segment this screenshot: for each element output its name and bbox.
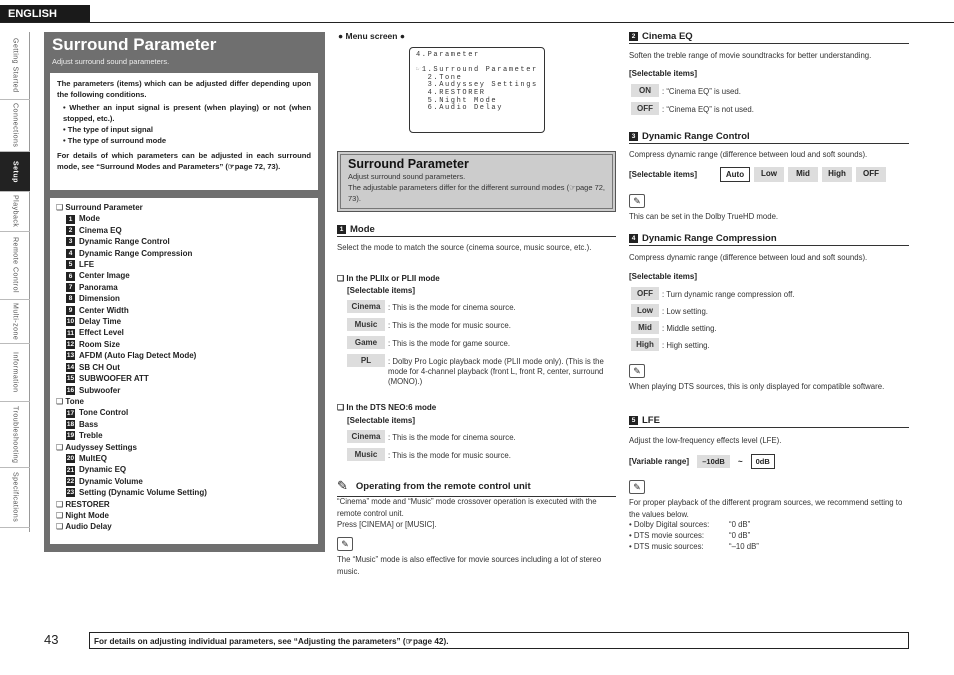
conditions-box — [50, 73, 318, 190]
tree-item-label: Bass — [79, 419, 99, 429]
lfe-range-label: [Variable range] — [629, 457, 690, 466]
remote-heading — [337, 478, 616, 497]
drc-number: 3 — [629, 132, 638, 141]
lfe-list-value: “0 dB” — [729, 531, 751, 540]
sidenav-label: Getting Started — [11, 38, 19, 93]
sidenav-label: Playback — [11, 195, 19, 228]
tree-item — [56, 293, 312, 304]
item-text: : This is the mode for cinema source. — [388, 303, 516, 312]
tree-item-number: 3 — [66, 237, 75, 246]
tree-item-label: Center Image — [79, 271, 130, 281]
item-text: : High setting. — [662, 341, 710, 350]
tree-category: ❑ Tone — [56, 396, 312, 407]
tree-item-label: Subwoofer — [79, 385, 121, 395]
lfe-list-key: • Dolby Digital sources: — [629, 520, 710, 529]
sidenav-label: Information — [11, 352, 19, 393]
drc-chip: Auto — [720, 167, 750, 182]
tree-item — [56, 430, 312, 441]
drc-heading — [629, 131, 909, 144]
item-row — [631, 338, 902, 351]
condition-item: • The type of input signal — [63, 124, 311, 135]
tree-item-number: 10 — [66, 318, 75, 326]
item-text: : Turn dynamic range compression off. — [662, 290, 795, 299]
tree-item-number: 15 — [66, 375, 75, 383]
tree-item-number: 16 — [66, 386, 75, 394]
item-text: : This is the mode for cinema source. — [388, 433, 516, 442]
tree-item-number: 14 — [66, 363, 75, 371]
remote-title: Operating from the remote control unit — [355, 480, 531, 492]
tree-item-number: 7 — [66, 283, 75, 292]
tree-item — [56, 339, 312, 350]
tree-item-label: Room Size — [79, 339, 120, 349]
tree-item — [56, 316, 312, 327]
menu-screen: 4.Parameter ☞1.Surround Parameter 2.Tone 3.Audyssey Settings 4.RESTORER 5.Night Mode 6.Audio Delay — [409, 47, 545, 133]
conditions-list — [63, 102, 311, 146]
drcomp-note: When playing DTS sources, this is only displayed for compatible software. — [629, 382, 885, 391]
language-tab: ENGLISH — [0, 5, 90, 22]
tree-category: ❑ Audio Delay — [56, 521, 312, 532]
drc-selectable-label: [Selectable items] — [629, 170, 698, 179]
tree-item — [56, 362, 312, 373]
item-text: : Low setting. — [662, 307, 708, 316]
tree-item-label: SB CH Out — [79, 362, 120, 372]
item-chip: OFF — [631, 102, 659, 115]
tree-item-label: Treble — [79, 431, 103, 441]
item-text: : This is the mode for game source. — [388, 339, 511, 348]
tree-item-label: Dynamic Range Control — [79, 237, 170, 247]
tree-category: ❑ Night Mode — [56, 510, 312, 521]
mode-number: 1 — [337, 225, 346, 234]
tree-item-label: Panorama — [79, 282, 118, 292]
item-chip: High — [631, 338, 659, 351]
tree-item-number: 6 — [66, 272, 75, 281]
drcomp-desc: Compress dynamic range (difference between loud and soft sounds). — [629, 253, 868, 262]
plii-heading: ❑ In the PLIIx or PLII mode — [337, 274, 440, 283]
tree-item — [56, 225, 312, 236]
tree-item-number: 8 — [66, 294, 75, 303]
sidenav-label: Multi-zone — [11, 302, 19, 341]
lfe-title: LFE — [642, 415, 660, 426]
sp-box-line2: The adjustable parameters differ for the different surround modes (☞page 72, 73). — [348, 183, 606, 203]
condition-item: • The type of surround mode — [63, 135, 311, 146]
drcomp-title: Dynamic Range Compression — [642, 233, 777, 244]
lfe-number: 5 — [629, 416, 638, 425]
tree-item-number: 2 — [66, 226, 75, 235]
item-chip: ON — [631, 84, 659, 97]
note-icon: ✎ — [629, 364, 645, 378]
mode-heading — [337, 224, 616, 237]
surround-parameter-box — [337, 151, 616, 212]
tree-item-label: Setting (Dynamic Volume Setting) — [79, 488, 207, 498]
sp-box-title: Surround Parameter — [348, 157, 469, 171]
item-row — [347, 336, 614, 349]
item-chip: Game — [347, 336, 385, 349]
tree-item — [56, 236, 312, 247]
item-row — [347, 354, 614, 387]
lfe-list-row — [629, 531, 750, 540]
tree-item-label: MultEQ — [79, 453, 107, 463]
item-text: : “Cinema EQ” is not used. — [662, 105, 754, 114]
lfe-min-chip: –10dB — [697, 455, 730, 468]
tree-item-label: Dimension — [79, 294, 120, 304]
sidenav-item — [0, 192, 30, 232]
note-icon: ✎ — [629, 480, 645, 494]
tree-category: ❑ Audyssey Settings — [56, 442, 312, 453]
tree-item-label: Dynamic EQ — [79, 465, 127, 475]
tree-item-number: 23 — [66, 489, 75, 497]
sidenav-item — [0, 232, 30, 300]
cinema-eq-desc: Soften the treble range of movie soundtracks for better understanding. — [629, 51, 872, 60]
tree-item — [56, 487, 312, 498]
item-chip: Cinema — [347, 300, 385, 313]
tree-item — [56, 213, 312, 224]
remote-control-icon: ✎ — [337, 478, 348, 493]
tree-item-label: Delay Time — [79, 317, 122, 327]
sidenav-label: Troubleshooting — [11, 405, 19, 464]
item-chip: Music — [347, 318, 385, 331]
condition-item: • Whether an input signal is present (when playing) or not (when stopped, etc.). — [63, 102, 311, 124]
tree-item-label: Tone Control — [79, 408, 129, 418]
tree-item-number: 12 — [66, 341, 75, 349]
tree-category: ❑ RESTORER — [56, 499, 312, 510]
footer-note: For details on adjusting individual parameters, see “Adjusting the parameters” (☞page 42). — [89, 632, 909, 649]
tree-item-number: 19 — [66, 432, 75, 440]
tree-item — [56, 282, 312, 293]
tree-item-number: 11 — [67, 329, 74, 337]
lfe-note: For proper playback of the different program sources, we recommend setting to the values below. — [629, 498, 903, 519]
lfe-range-sep: ~ — [738, 457, 743, 466]
tree-item — [56, 476, 312, 487]
parameter-tree — [50, 198, 318, 544]
sidenav-item — [0, 32, 30, 100]
sidenav-label: Setup — [11, 160, 19, 183]
tree-item-label: Mode — [79, 214, 100, 224]
lfe-list-key: • DTS music sources: — [629, 542, 704, 551]
plii-selectable-label: [Selectable items] — [347, 286, 416, 295]
item-chip: Mid — [631, 321, 659, 334]
tree-item-number: 17 — [66, 409, 75, 417]
item-text: : Dolby Pro Logic playback mode (PLII mode only). (This is the mode for 4-channel playback (front L, front R, center, surround (MONO).) — [388, 357, 604, 386]
lfe-range — [629, 454, 775, 469]
page-subtitle: Adjust surround sound parameters. — [52, 57, 170, 66]
lfe-list-row — [629, 520, 750, 529]
sp-box-line1: Adjust surround sound parameters. — [348, 172, 466, 181]
note-icon: ✎ — [629, 194, 645, 208]
item-row — [347, 300, 614, 313]
tree-item — [56, 248, 312, 259]
item-text: : “Cinema EQ” is used. — [662, 87, 741, 96]
drc-chip: Low — [754, 167, 784, 182]
item-row — [347, 318, 614, 331]
item-chip: PL — [347, 354, 385, 367]
remote-press: Press [CINEMA] or [MUSIC]. — [337, 520, 437, 529]
lfe-heading — [629, 415, 909, 428]
tree-category: ❑ Surround Parameter — [56, 202, 312, 213]
tree-item-label: Dynamic Range Compression — [79, 248, 193, 258]
item-text: : Middle setting. — [662, 324, 717, 333]
tree-item-number: 20 — [66, 455, 75, 463]
page-title: Surround Parameter — [52, 35, 217, 54]
header-rule — [0, 22, 954, 23]
conditions-details: For details of which parameters can be adjusted in each surround mode, see “Surround Modes and Parameters” (☞page 72, 73). — [57, 151, 311, 171]
lfe-max-chip: 0dB — [751, 454, 775, 469]
cinema-eq-selectable-label: [Selectable items] — [629, 69, 698, 78]
tree-item-label: AFDM (Auto Flag Detect Mode) — [79, 351, 197, 361]
sidenav-item — [0, 152, 30, 192]
drcomp-number: 4 — [629, 234, 638, 243]
sidenav-item — [0, 402, 30, 468]
drc-chip: High — [822, 167, 852, 182]
cinema-eq-heading — [629, 31, 909, 44]
lfe-list-value: “–10 dB” — [729, 542, 759, 551]
tree-item-number: 21 — [66, 466, 75, 474]
item-chip: Music — [347, 448, 385, 461]
drc-chip: Mid — [788, 167, 818, 182]
item-row — [631, 321, 902, 334]
remote-text: “Cinema” mode and “Music” mode crossover operation is executed with the remote control unit. — [337, 497, 597, 518]
tree-item-label: LFE — [79, 260, 95, 270]
tree-item — [56, 259, 312, 270]
neo-selectable-label: [Selectable items] — [347, 416, 416, 425]
tree-item — [56, 419, 312, 430]
tree-item-label: SUBWOOFER ATT — [79, 374, 149, 384]
menu-screen-label: ● Menu screen ● — [338, 31, 405, 41]
drc-chips — [720, 167, 886, 182]
tree-item — [56, 407, 312, 418]
page-number: 43 — [44, 632, 59, 647]
sidenav-item — [0, 300, 30, 344]
note-icon: ✎ — [337, 537, 353, 551]
item-row — [631, 102, 902, 115]
sidenav-item — [0, 468, 30, 528]
sidenav-item — [0, 344, 30, 402]
lfe-list-row — [629, 542, 759, 551]
lfe-list-value: “0 dB” — [729, 520, 751, 529]
tree-item-number: 1 — [66, 215, 75, 224]
drc-chip: OFF — [856, 167, 886, 182]
item-chip: Low — [631, 304, 659, 317]
sidenav-label: Specifications — [11, 472, 19, 523]
conditions-intro: The parameters (items) which can be adjusted differ depending upon the following conditions. — [57, 79, 311, 99]
lfe-desc: Adjust the low-frequency effects level (LFE). — [629, 436, 782, 445]
tree-item-label: Center Width — [79, 305, 129, 315]
tree-item-label: Dynamic Volume — [79, 476, 143, 486]
item-row — [347, 448, 614, 461]
tree-item — [56, 350, 312, 361]
neo-heading: ❑ In the DTS NEO:6 mode — [337, 403, 437, 412]
drcomp-heading — [629, 233, 909, 246]
mode-note: The “Music” mode is also effective for movie sources including a lot of stereo music. — [337, 555, 602, 576]
item-chip: Cinema — [347, 430, 385, 443]
tree-item-number: 18 — [66, 420, 75, 428]
drc-title: Dynamic Range Control — [642, 131, 750, 142]
tree-item-number: 9 — [66, 306, 75, 315]
item-row — [631, 304, 902, 317]
item-chip: OFF — [631, 287, 659, 300]
mode-desc: Select the mode to match the source (cinema source, music source, etc.). — [337, 243, 592, 252]
item-row — [631, 287, 902, 300]
tree-item — [56, 385, 312, 396]
tree-item — [56, 453, 312, 464]
tree-item — [56, 464, 312, 475]
item-row — [347, 430, 614, 443]
tree-item-number: 5 — [66, 260, 75, 269]
tree-item — [56, 373, 312, 384]
cinema-eq-number: 2 — [629, 32, 638, 41]
tree-item — [56, 270, 312, 281]
sidenav-label: Connections — [11, 103, 19, 148]
tree-item-number: 4 — [66, 249, 75, 258]
tree-item-number: 13 — [66, 352, 75, 360]
tree-item-number: 22 — [66, 477, 75, 485]
sidenav-label: Remote Control — [11, 237, 19, 294]
lfe-list-key: • DTS movie sources: — [629, 531, 705, 540]
item-row — [631, 84, 902, 97]
item-text: : This is the mode for music source. — [388, 321, 511, 330]
cinema-eq-title: Cinema EQ — [642, 31, 693, 42]
tree-item — [56, 305, 312, 316]
sidenav-item — [0, 100, 30, 152]
tree-item-label: Cinema EQ — [79, 225, 122, 235]
drc-desc: Compress dynamic range (difference between loud and soft sounds). — [629, 150, 868, 159]
tree-item — [56, 327, 312, 338]
drc-note: This can be set in the Dolby TrueHD mode. — [629, 212, 779, 221]
mode-title: Mode — [350, 224, 375, 235]
item-text: : This is the mode for music source. — [388, 451, 511, 460]
section-sidenav — [0, 32, 30, 532]
tree-item-label: Effect Level — [79, 328, 124, 338]
drcomp-selectable-label: [Selectable items] — [629, 272, 698, 281]
